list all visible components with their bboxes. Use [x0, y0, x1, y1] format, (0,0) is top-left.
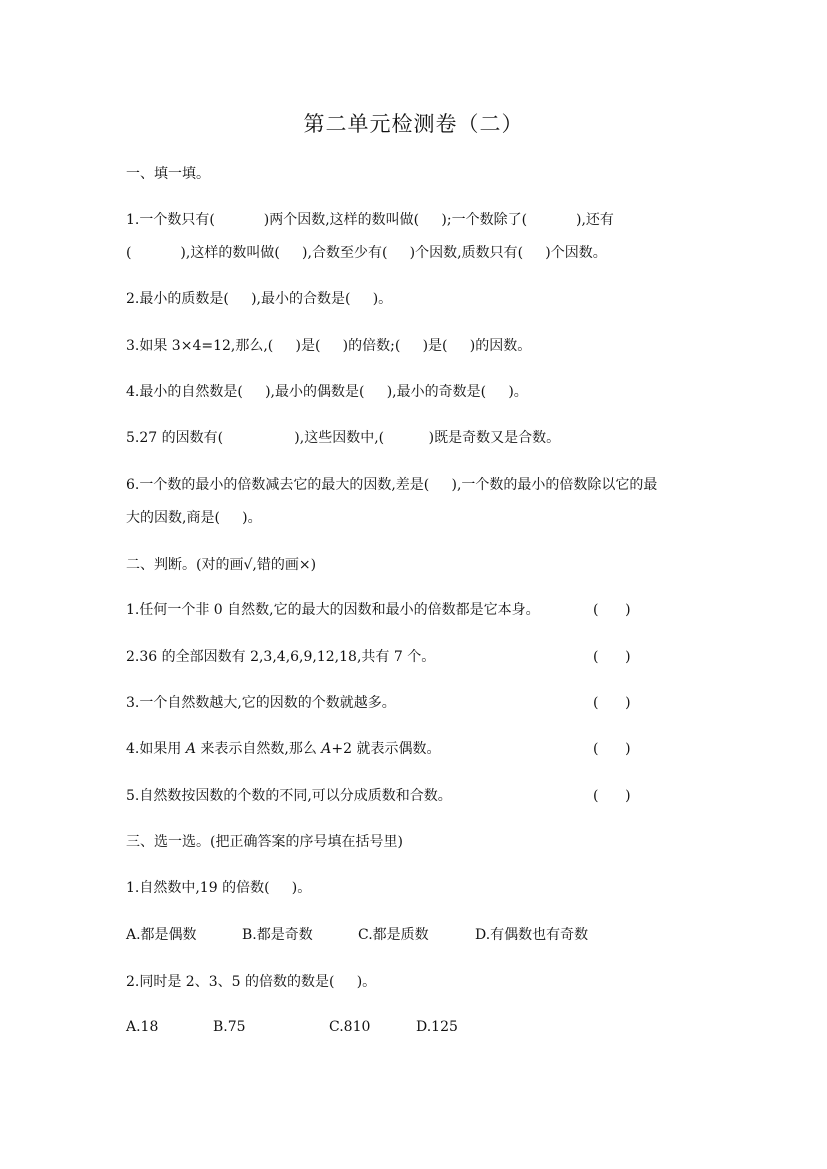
fill-question-6-line-2: 大的因数,商是( )。 [126, 510, 262, 526]
choice-2-option-a: A.18 [126, 1019, 159, 1035]
choice-1-option-d: D.有偶数也有奇数 [475, 927, 589, 943]
fill-question-4: 4.最小的自然数是( ),最小的偶数是( ),最小的奇数是( )。 [126, 384, 528, 400]
choice-1-option-c: C.都是质数 [358, 927, 429, 943]
judge-answer-bracket-5: ( ) [593, 788, 631, 804]
section-3-heading: 三、选一选。(把正确答案的序号填在括号里) [126, 834, 403, 850]
fill-question-3: 3.如果 3×4=12,那么,( )是( )的倍数;( )是( )的因数。 [126, 338, 532, 354]
judge-item-5: 5.自然数按因数的个数的不同,可以分成质数和合数。 [126, 788, 452, 804]
judge-answer-bracket-2: ( ) [593, 649, 631, 665]
variable-a: A [321, 741, 332, 757]
page-title: 第二单元检测卷（二） [303, 112, 524, 136]
judge-answer-bracket-3: ( ) [593, 695, 631, 711]
judge-item-4-part-1: 4.如果用 [126, 741, 186, 757]
section-2-heading: 二、判断。(对的画√,错的画×) [126, 557, 317, 573]
choice-1-option-b: B.都是奇数 [242, 927, 313, 943]
choice-1-option-a: A.都是偶数 [126, 927, 197, 943]
judge-answer-bracket-4: ( ) [593, 741, 631, 757]
choice-question-1: 1.自然数中,19 的倍数( )。 [126, 880, 312, 896]
fill-question-1-line-2: ( ),这样的数叫做( ),合数至少有( )个因数,质数只有( )个因数。 [126, 245, 607, 261]
choice-question-2: 2.同时是 2、3、5 的倍数的数是( )。 [126, 974, 377, 990]
judge-answer-bracket-1: ( ) [593, 602, 631, 618]
choice-2-option-d: D.125 [416, 1019, 458, 1035]
judge-item-4-part-3: +2 就表示偶数。 [331, 741, 441, 757]
fill-question-1-line-1: 1.一个数只有( )两个因数,这样的数叫做( );一个数除了( ),还有 [126, 212, 614, 228]
judge-item-4-part-2: 来表示自然数,那么 [195, 741, 322, 757]
judge-item-2: 2.36 的全部因数有 2,3,4,6,9,12,18,共有 7 个。 [126, 649, 436, 665]
choice-2-option-c: C.810 [329, 1019, 371, 1035]
judge-item-1: 1.任何一个非 0 自然数,它的最大的因数和最小的倍数都是它本身。 [126, 602, 540, 618]
section-1-heading: 一、填一填。 [126, 166, 210, 182]
variable-a: A [185, 741, 196, 757]
fill-question-5: 5.27 的因数有( ),这些因数中,( )既是奇数又是合数。 [126, 430, 561, 446]
choice-2-option-b: B.75 [213, 1019, 246, 1035]
judge-item-4 [126, 739, 441, 759]
fill-question-2: 2.最小的质数是( ),最小的合数是( )。 [126, 291, 393, 307]
judge-item-3: 3.一个自然数越大,它的因数的个数就越多。 [126, 695, 396, 711]
fill-question-6-line-1: 6.一个数的最小的倍数减去它的最大的因数,差是( ),一个数的最小的倍数除以它的最 [126, 477, 658, 493]
